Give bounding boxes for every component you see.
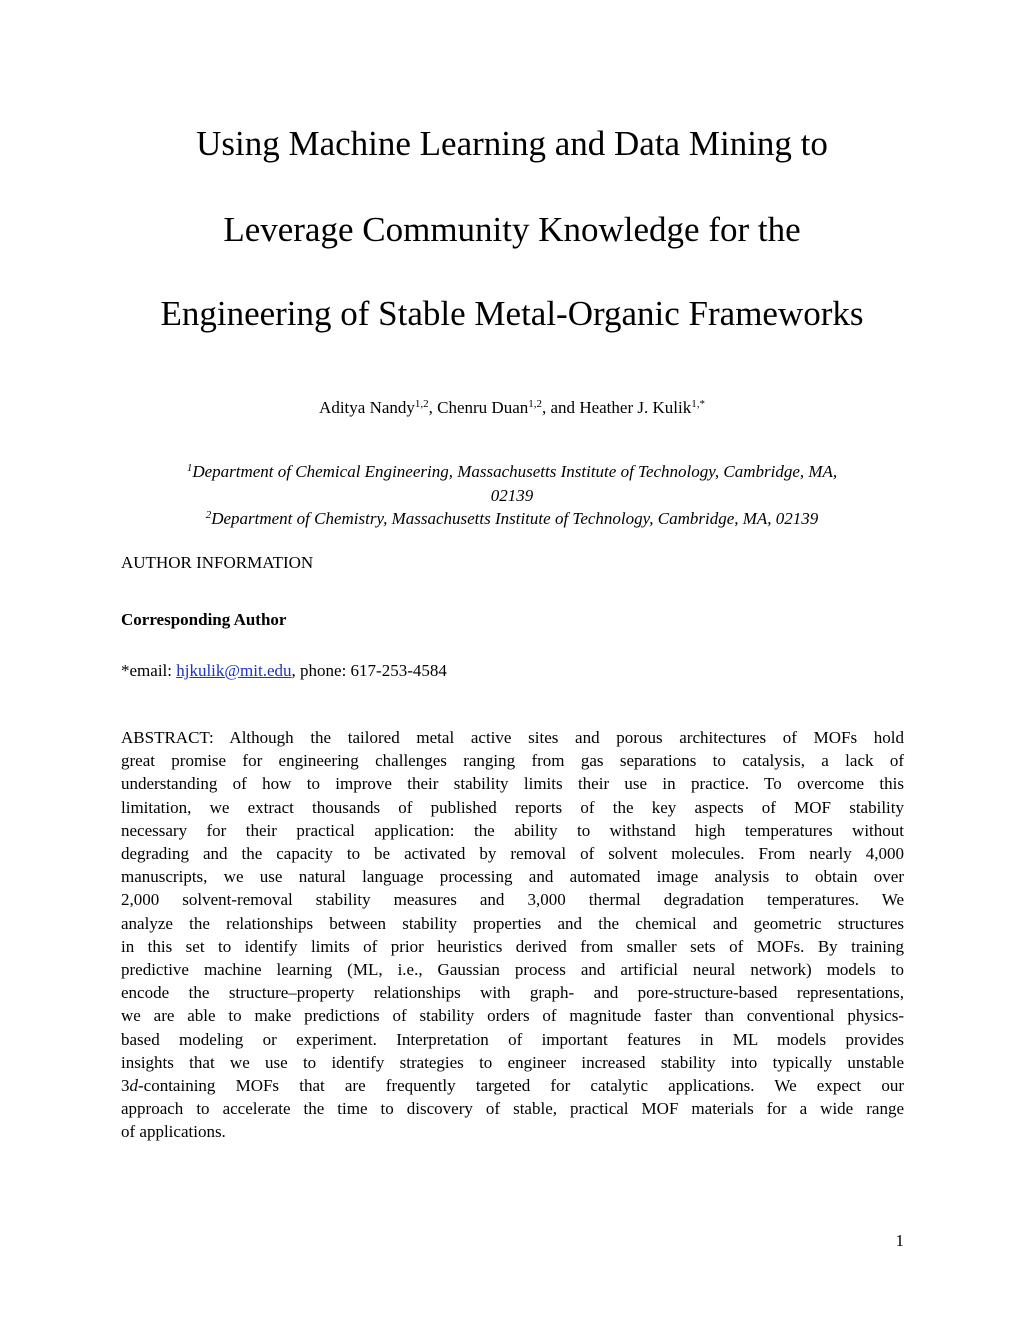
author-affiliation-marker: 1,* — [691, 398, 705, 410]
abstract-line: based modeling or experiment. Interpretation of important features in ML models provides — [121, 1029, 904, 1049]
author-name: Aditya Nandy — [319, 398, 415, 417]
author-name: Heather J. Kulik — [579, 398, 692, 417]
email-label: *email: — [121, 661, 177, 680]
affiliation-1 — [0, 461, 1024, 483]
abstract-line: limitation, we extract thousands of published reports of the key aspects of MOF stability — [121, 797, 904, 817]
abstract-line: ABSTRACT: Although the tailored metal active sites and porous architectures of MOFs hold — [121, 728, 904, 747]
abstract-text: 3 — [121, 1076, 130, 1096]
author-information-heading: AUTHOR INFORMATION — [121, 553, 314, 572]
abstract-line: manuscripts, we use natural language processing and automated image analysis to obtain over — [121, 867, 904, 887]
abstract-line: we are able to make predictions of stability orders of magnitude faster than conventional physics- — [121, 1006, 904, 1026]
abstract-line: insights that we use to identify strategies to engineer increased stability into typically unstable — [121, 1052, 904, 1072]
abstract-line: predictive machine learning (ML, i.e., Gaussian process and artificial neural network) models to — [121, 960, 904, 980]
abstract-line: understanding of how to improve their stability limits their use in practice. To overcome this — [121, 774, 904, 794]
affiliation-text: Department of Chemical Engineering, Massachusetts Institute of Technology, Cambridge, MA, — [192, 462, 838, 481]
affiliation-1-continued: 02139 — [490, 486, 534, 505]
author-separator: , — [428, 398, 438, 417]
abstract-italic-text: d — [129, 1076, 138, 1096]
abstract-line: analyze the relationships between stability properties and the chemical and geometric structures — [121, 913, 904, 933]
paper-title-line-3: Engineering of Stable Metal-Organic Frameworks — [160, 294, 864, 333]
abstract-line — [121, 1074, 904, 1097]
abstract — [121, 726, 904, 1144]
paper-title-line-1: Using Machine Learning and Data Mining to — [196, 124, 828, 163]
affiliation-marker: 1 — [186, 462, 193, 474]
abstract-line: encode the structure–property relationships with graph- and pore-structure-based representations, — [121, 983, 904, 1003]
contact-line — [121, 660, 904, 682]
author-list — [0, 394, 1024, 422]
abstract-line: degrading and the capacity to be activated by removal of solvent molecules. From nearly 4,000 — [121, 844, 904, 864]
affiliation-2 — [0, 508, 1024, 530]
abstract-line: in this set to identify limits of prior heuristics derived from smaller sets of MOFs. By training — [121, 936, 904, 956]
author-name: Chenru Duan — [437, 398, 529, 417]
author-affiliation-marker: 1,2 — [414, 398, 429, 410]
author-separator: , and — [542, 398, 580, 417]
abstract-line: approach to accelerate the time to discovery of stable, practical MOF materials for a wide range — [121, 1099, 904, 1119]
paper-title-line-2: Leverage Community Knowledge for the — [223, 210, 801, 249]
email-link[interactable]: hjkulik@mit.edu — [176, 661, 292, 680]
abstract-line: of applications. — [121, 1122, 226, 1142]
phone-text: , phone: 617-253-4584 — [291, 661, 447, 680]
abstract-text: -containing MOFs that are frequently targeted for catalytic applications. We expect our — [138, 1076, 904, 1096]
abstract-line: necessary for their practical application: the ability to withstand high temperatures without — [121, 820, 904, 840]
abstract-line: great promise for engineering challenges ranging from gas separations to catalysis, a lack of — [121, 751, 904, 771]
corresponding-author-heading: Corresponding Author — [121, 610, 287, 629]
author-affiliation-marker: 1,2 — [528, 398, 543, 410]
abstract-line: 2,000 solvent-removal stability measures and 3,000 thermal degradation temperatures. We — [121, 890, 904, 910]
affiliation-text: Department of Chemistry, Massachusetts Institute of Technology, Cambridge, MA, 02139 — [211, 509, 819, 528]
affiliation-marker: 2 — [205, 509, 212, 521]
page-number: 1 — [895, 1231, 904, 1250]
